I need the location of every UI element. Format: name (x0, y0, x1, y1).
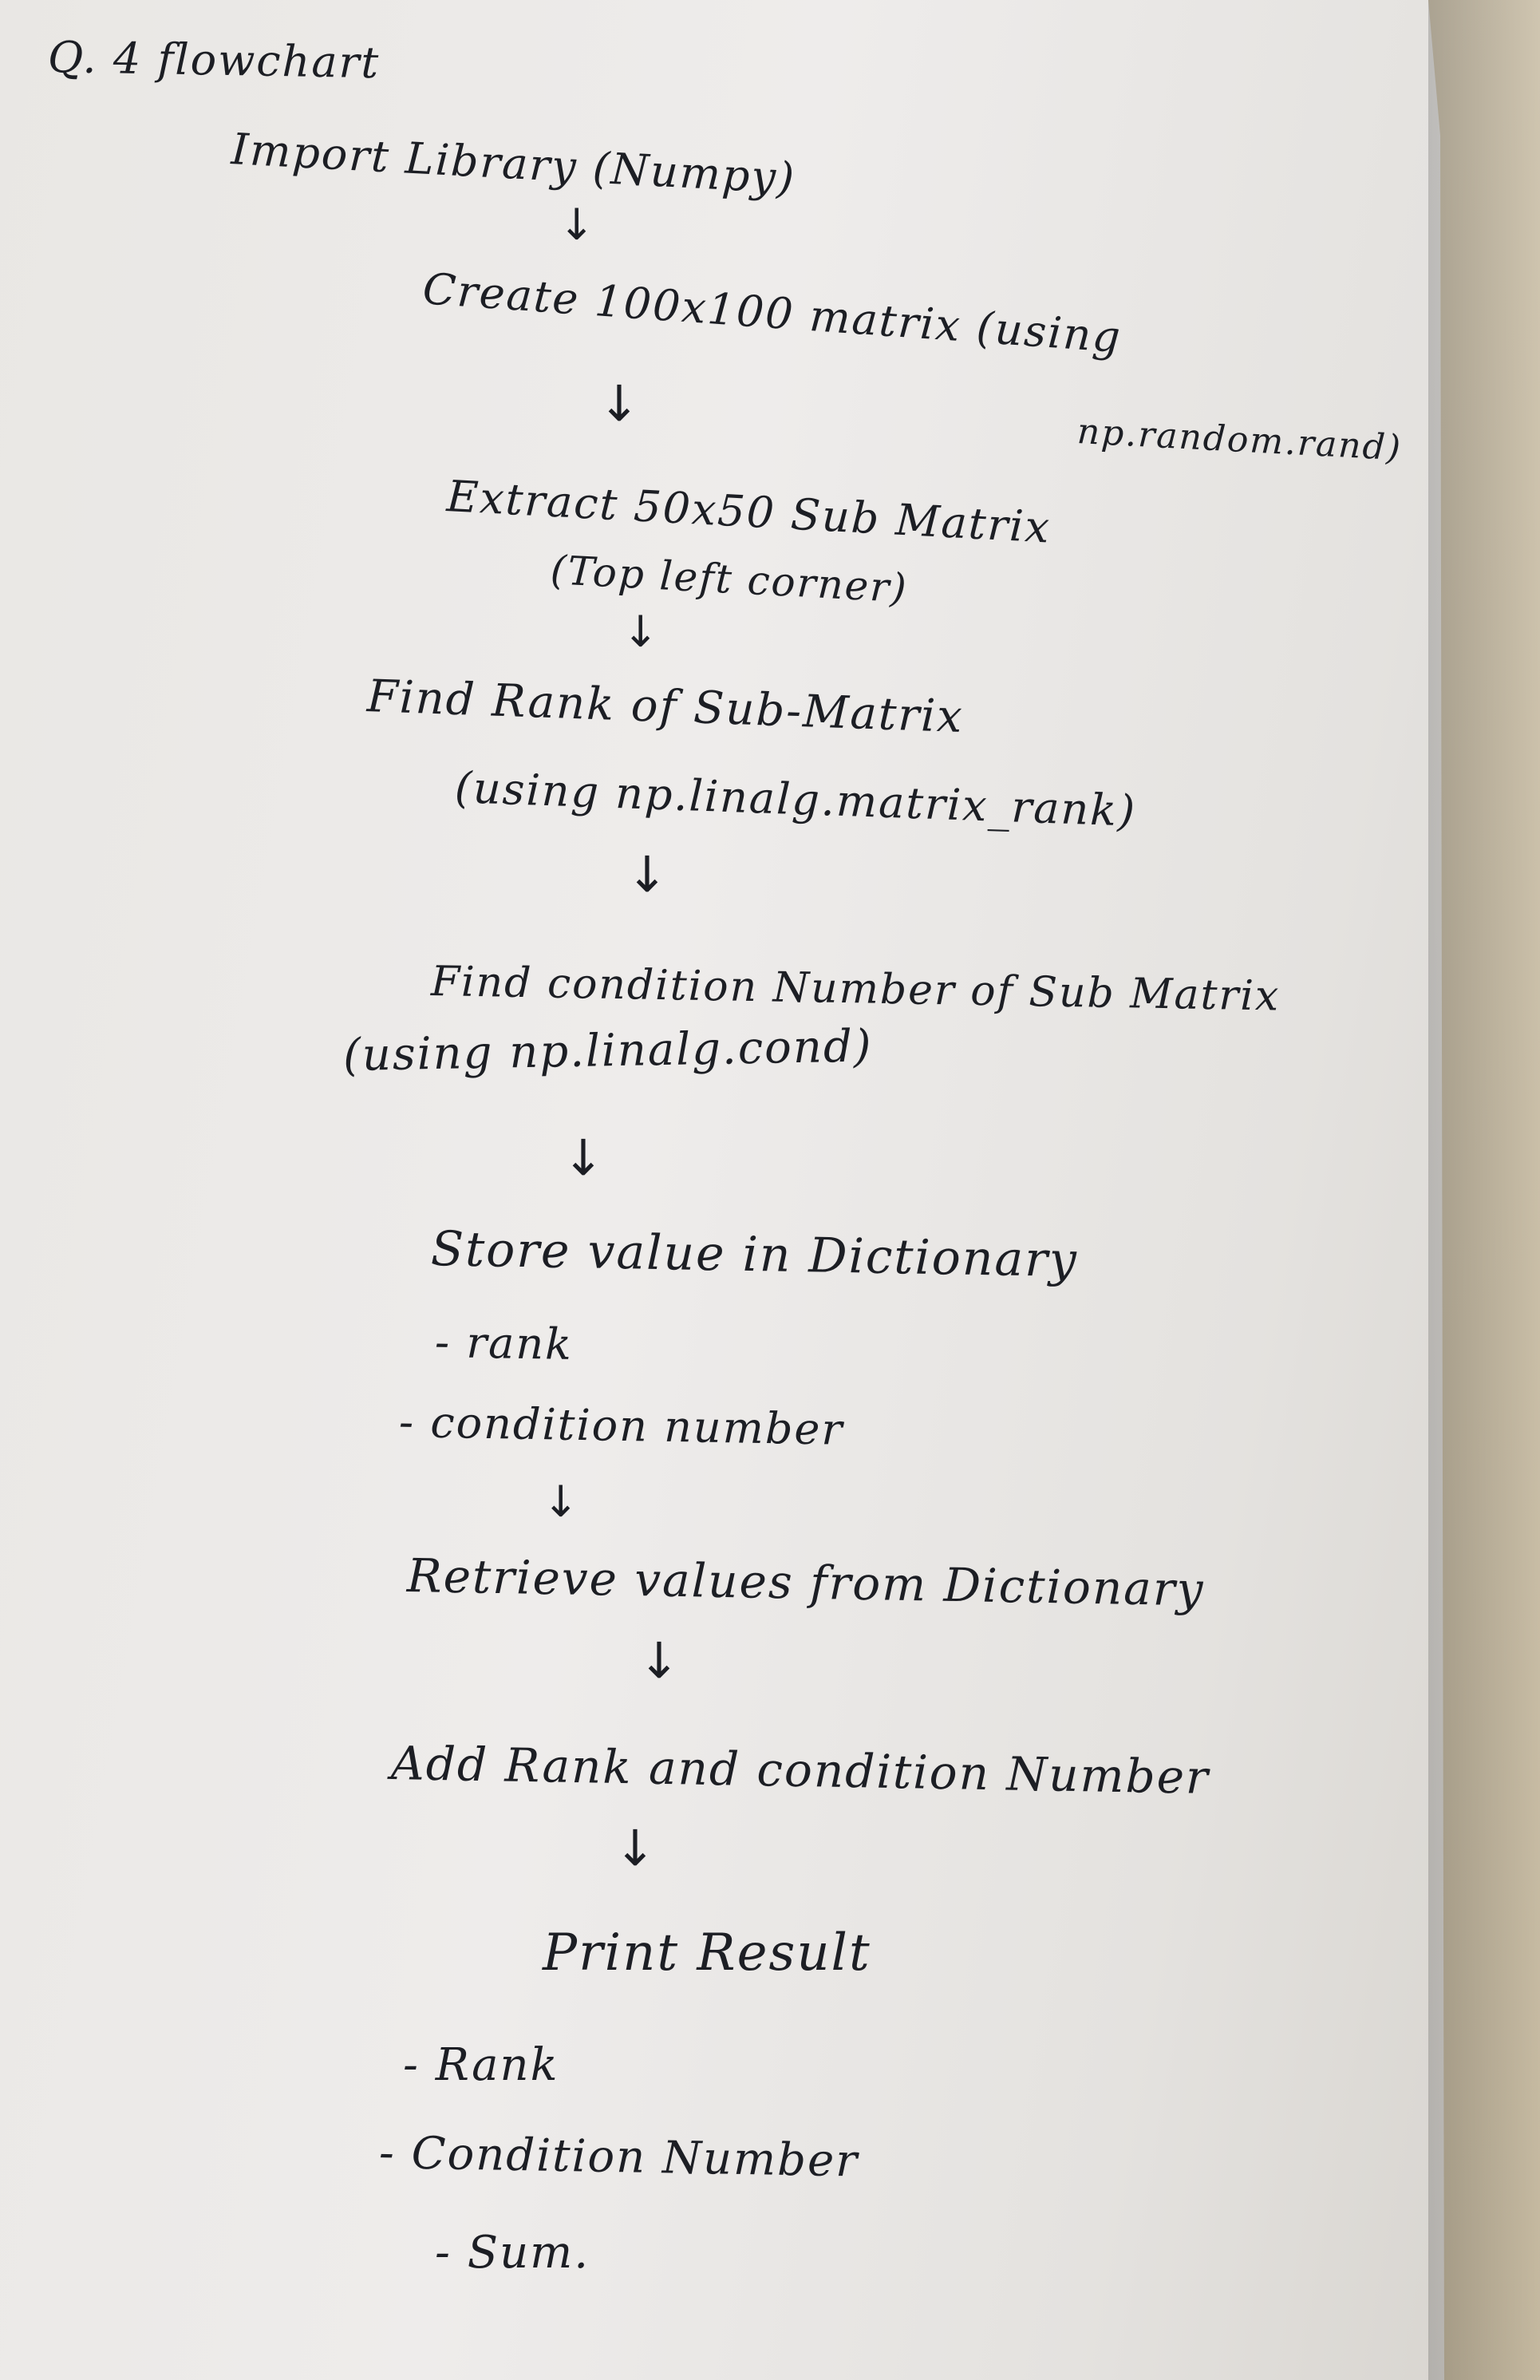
step-add-rank-condition: Add Rank and condition Number (390, 1736, 1210, 1805)
step-create-matrix: Create 100x100 matrix (using (421, 263, 1123, 363)
arrow-down-icon: ↓ (614, 1819, 656, 1877)
print-item-sum: - Sum. (435, 2227, 590, 2279)
step-find-condition-number: Find condition Number of Sub Matrix (430, 958, 1281, 1021)
step-extract-submatrix: Extract 50x50 Sub Matrix (445, 471, 1052, 553)
arrow-down-icon: ↓ (563, 1129, 604, 1187)
arrow-down-icon: ↓ (626, 845, 668, 903)
step-import-library: Import Library (Numpy) (230, 124, 797, 204)
step-create-matrix-method: np.random.rand) (1076, 411, 1404, 469)
step-find-rank: Find Rank of Sub-Matrix (365, 670, 965, 744)
store-item-condition-number: - condition number (398, 1397, 844, 1455)
store-item-rank: - rank (434, 1317, 574, 1370)
arrow-down-icon: ↓ (543, 1477, 579, 1527)
print-item-condition-number: - Condition Number (378, 2127, 859, 2188)
page-edge-shadow (1428, 0, 1540, 2380)
arrow-down-icon: ↓ (559, 200, 595, 250)
arrow-down-icon: ↓ (638, 1631, 680, 1690)
page-title: Q. 4 flowchart (47, 32, 381, 89)
arrow-down-icon: ↓ (598, 374, 640, 433)
step-store-in-dictionary: Store value in Dictionary (430, 1221, 1079, 1289)
step-retrieve-values: Retrieve values from Dictionary (406, 1548, 1205, 1617)
step-print-result: Print Result (543, 1923, 871, 1983)
step-find-rank-method: (using np.linalg.matrix_rank) (453, 762, 1138, 836)
step-extract-submatrix-note: (Top left corner) (549, 547, 910, 612)
step-find-condition-number-method: (using np.linalg.cond) (342, 1020, 874, 1081)
arrow-down-icon: ↓ (622, 607, 659, 657)
print-item-rank: - Rank (403, 2039, 559, 2091)
